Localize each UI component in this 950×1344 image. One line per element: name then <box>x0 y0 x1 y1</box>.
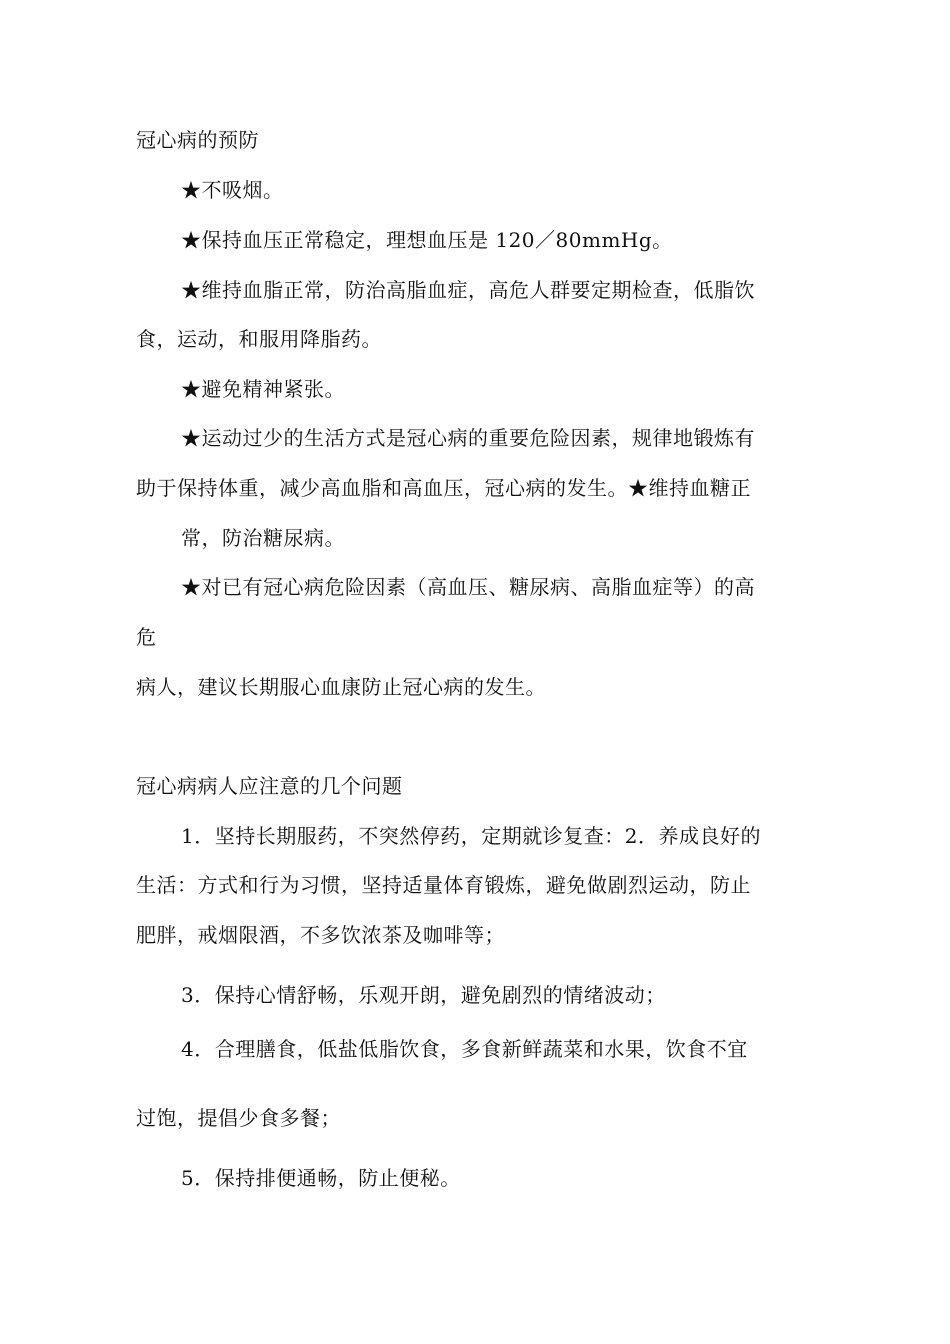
paragraph-line: 3．保持心情舒畅，乐观开朗，避免剧烈的情绪波动； <box>181 983 666 1007</box>
paragraph-line: ★不吸烟。 <box>181 178 284 202</box>
paragraph-line: ★对已有冠心病危险因素（高血压、糖尿病、高脂血症等）的高 <box>181 575 755 599</box>
section-title-notes: 冠心病病人应注意的几个问题 <box>136 774 403 798</box>
paragraph-line: 1．坚持长期服药，不突然停药，定期就诊复查：2．养成良好的 <box>181 824 761 848</box>
paragraph-line: 4．合理膳食，低盐低脂饮食，多食新鲜蔬菜和水果，饮食不宜 <box>181 1037 748 1061</box>
paragraph-line: 病人，建议长期服心血康防止冠心病的发生。 <box>136 675 546 699</box>
paragraph-line: ★避免精神紧张。 <box>181 377 345 401</box>
paragraph-line: 5．保持排便通畅，防止便秘。 <box>181 1166 461 1190</box>
paragraph-line: 生活：方式和行为习惯，坚持适量体育锻炼，避免做剧烈运动，防止 <box>136 873 751 897</box>
paragraph-line: 食，运动，和服用降脂药。 <box>136 327 382 351</box>
paragraph-line: 常，防治糖尿病。 <box>181 526 345 550</box>
paragraph-line: 过饱，提倡少食多餐； <box>136 1106 341 1130</box>
paragraph-line: 助于保持体重，减少高血脂和高血压，冠心病的发生。★维持血糖正 <box>136 476 751 500</box>
paragraph-line: ★维持血脂正常，防治高脂血症，高危人群要定期检查，低脂饮 <box>181 278 755 302</box>
paragraph-line: ★保持血压正常稳定，理想血压是 120／80mmHg。 <box>181 228 673 252</box>
section-title-prevention: 冠心病的预防 <box>136 128 259 152</box>
paragraph-line: 危 <box>136 625 157 649</box>
paragraph-line: 肥胖，戒烟限酒，不多饮浓茶及咖啡等； <box>136 923 505 947</box>
paragraph-line: ★运动过少的生活方式是冠心病的重要危险因素，规律地锻炼有 <box>181 426 755 450</box>
